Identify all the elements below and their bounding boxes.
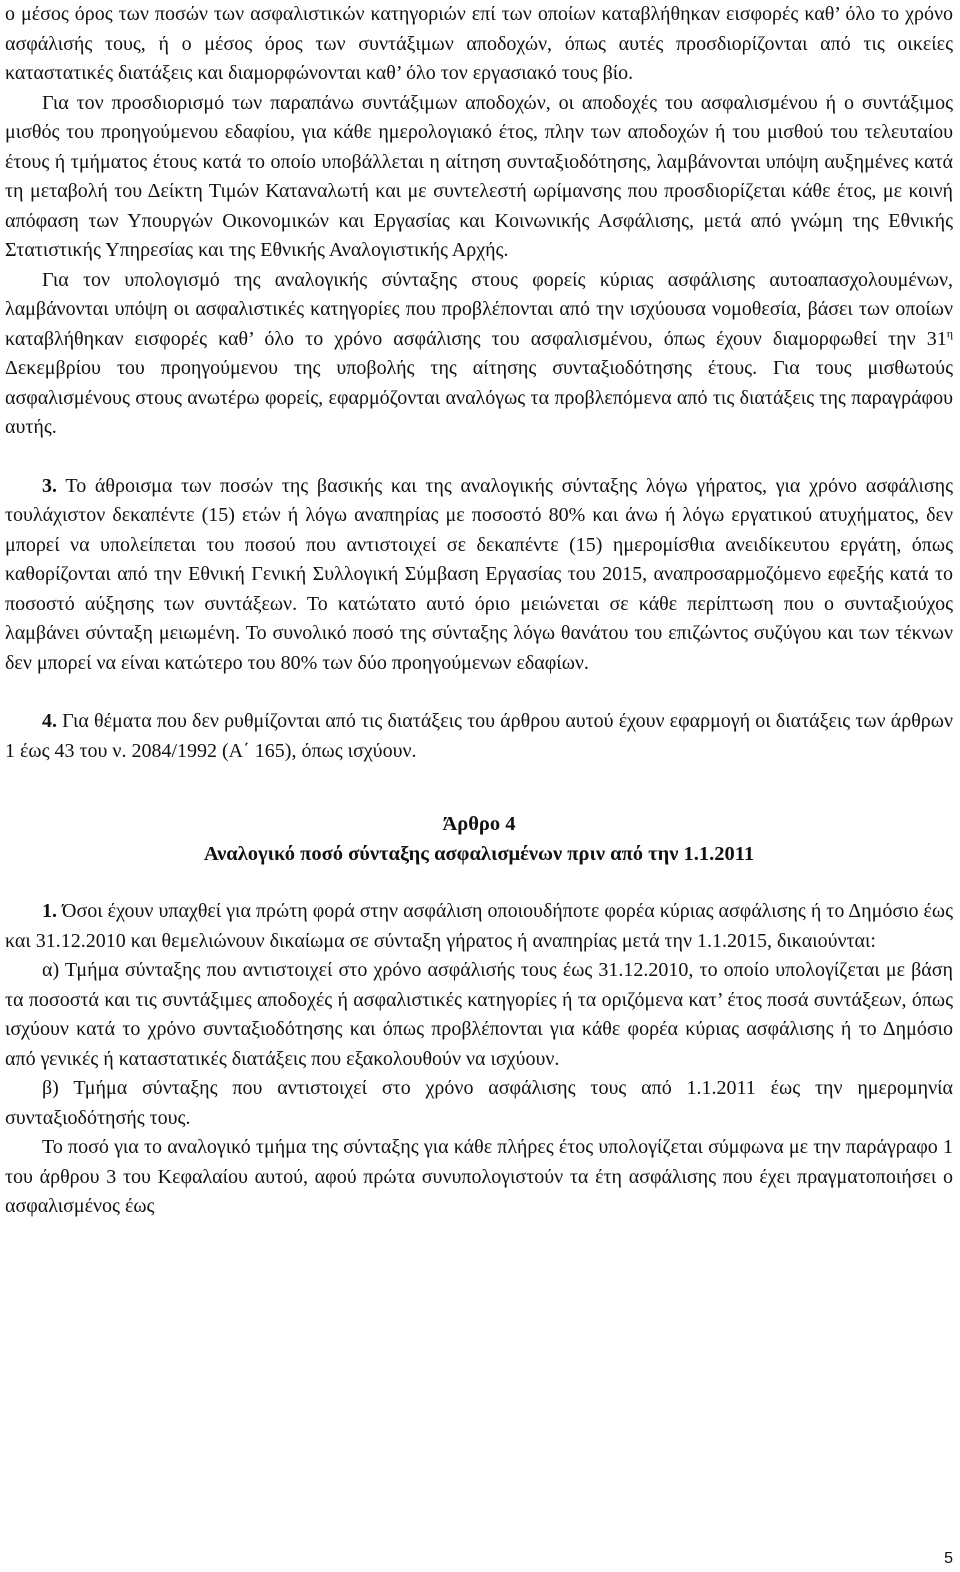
page-number: 5: [944, 1550, 953, 1567]
paragraph-number: 4.: [42, 710, 57, 732]
paragraph-text: Όσοι έχουν υπαχθεί για πρώτη φορά στην ασφάλιση οποιουδήποτε φορέα κύριας ασφάλισης ή το Δημόσιο έως και 31.12.2010 και θεμελιώνουν δικαίωμα σε σύνταξη γήρατος ή αναπηρίας μετά την 1.1.2015, δικαιούνται:: [5, 900, 953, 952]
paragraph-continuation: ο μέσος όρος των ποσών των ασφαλιστικών κατηγοριών επί των οποίων καταβλήθηκαν εισφορές καθ’ όλο το χρόνο ασφάλισής τους, ή ο μέσος όρος των συντάξιμων αποδοχών, όπως αυτές προσδιορίζονται από τις οικείες καταστατικές διατάξεις και διαμορφώνονται καθ’ όλο τον εργασιακό τους βίο.: [5, 3, 953, 84]
article-item-a: α) Τμήμα σύνταξης που αντιστοιχεί στο χρόνο ασφάλισής τους έως 31.12.2010, το οποίο υπολογίζεται με βάση τα ποσοστά και τις συντάξιμες αποδοχές ή ασφαλιστικές κατηγορίες ή τα οριζόμενα κατ’ έτος ποσά συντάξεων, όπως ισχύουν κατά το χρόνο συνταξιοδότησης και όπως προβλέπονται για κάθε φορέα κύριας ασφάλισης ή το Δημόσιο από γενικές ή καταστατικές διατάξεις που εξακολουθούν να ισχύουν.: [5, 959, 953, 1070]
paragraph-self-employed: [5, 266, 953, 443]
paragraph-salary-calculation: Για τον προσδιορισμό των παραπάνω συντάξιμων αποδοχών, οι αποδοχές του ασφαλισμένου ή ο συντάξιμος μισθός του προηγούμενου εδαφίου, για κάθε ημερολογιακό έτος, πλην των αποδοχών ή του μισθού του τελευταίου έτους ή τμήματος έτους κατά το οποίο υποβάλλεται η αίτηση συνταξιοδότησης, λαμβάνονται υπόψη αυξημένες κατά τη μεταβολή του Δείκτη Τιμών Καταναλωτή και με συντελεστή ωρίμανσης που προσδιορίζεται κάθε έτος, με κοινή απόφαση των Υπουργών Οικονομικών και Εργασίας και Κοινωνικής Ασφάλισης, μετά από γνώμη της Εθνικής Στατιστικής Υπηρεσίας και της Εθνικής Αναλογιστικής Αρχής.: [5, 91, 953, 261]
article-paragraph-1: [5, 897, 953, 956]
paragraph-number: 1.: [42, 900, 57, 922]
paragraph-number: 3.: [42, 474, 57, 497]
article-title: Αναλογικό ποσό σύνταξης ασφαλισμένων πριν από την 1.1.2011: [203, 842, 755, 865]
article-number: Άρθρο 4: [442, 813, 516, 835]
paragraph-text: Δεκεμβρίου του προηγούμενου της υποβολής της αίτησης συνταξιοδότησης έτους. Για τους μισθωτούς ασφαλισμένους στους ανωτέρω φορείς, εφαρμόζονται αναλόγως τα προβλεπόμενα από τις διατάξεις της παραγράφου αυτής.: [5, 357, 953, 438]
article-item-b: β) Τμήμα σύνταξης που αντιστοιχεί στο χρόνο ασφάλισης τους από 1.1.2011 έως την ημερομηνία συνταξιοδότησής τους.: [5, 1077, 953, 1129]
paragraph-text: Για θέματα που δεν ρυθμίζονται από τις διατάξεις του άρθρου αυτού έχουν εφαρμογή οι διατάξεις των άρθρων 1 έως 43 του ν. 2084/1992 (Α΄ 165), όπως ισχύουν.: [5, 710, 953, 762]
paragraph-3: [5, 472, 953, 679]
paragraph-4: [5, 707, 953, 766]
paragraph-text: Το άθροισμα των ποσών της βασικής και της αναλογικής σύνταξης λόγω γήρατος, για χρόνο ασφάλισης τουλάχιστον δεκαπέντε (15) ετών ή λόγω αναπηρίας με ποσοστό 80% και άνω ή λόγω εργατικού ατυχήματος, δεν μπορεί να υπολείπεται του ποσού που αντιστοιχεί σε δεκαπέντε (15) ημερομίσθια ανειδίκευτου εργάτη, όπως καθορίζονται από την Εθνική Γενική Συλλογική Σύμβαση Εργασίας του 2015, αναπροσαρμοζόμενο εφεξής κατά το ποσοστό αύξησης των συντάξεων. Το κατώτατο αυτό όριο μειώνεται σε κάθε περίπτωση που ο συνταξιούχος λαμβάνει σύνταξη μειωμένη. Το συνολικό ποσό της σύνταξης λόγω θανάτου του επιζώντος συζύγου και των τέκνων δεν μπορεί να είναι κατώτερο του 80% των δύο προηγούμενων εδαφίων.: [5, 474, 953, 674]
paragraph-text: Για τον υπολογισμό της αναλογικής σύνταξης στους φορείς κύριας ασφάλισης αυτοαπασχολουμένων, λαμβάνονται υπόψη οι ασφαλιστικές κατηγορίες που προβλέπονται από την ισχύουσα νομοθεσία, βάσει των οποίων καταβλήθηκαν εισφορές καθ’ όλο το χρόνο ασφάλισης του ασφαλισμένου, όπως έχουν διαμορφωθεί την 31: [5, 268, 953, 350]
ordinal-superscript: η: [946, 325, 953, 340]
article-paragraph-amount: Το ποσό για το αναλογικό τμήμα της σύνταξης για κάθε πλήρες έτος υπολογίζεται σύμφωνα με την παράγραφο 1 του άρθρου 3 του Κεφαλαίου αυτού, αφού πρώτα συνυπολογιστούν τα έτη ασφάλισης που έχει πραγματοποιήσει ο ασφαλισμένος έως: [5, 1136, 953, 1217]
document-page: [5, 0, 953, 1222]
